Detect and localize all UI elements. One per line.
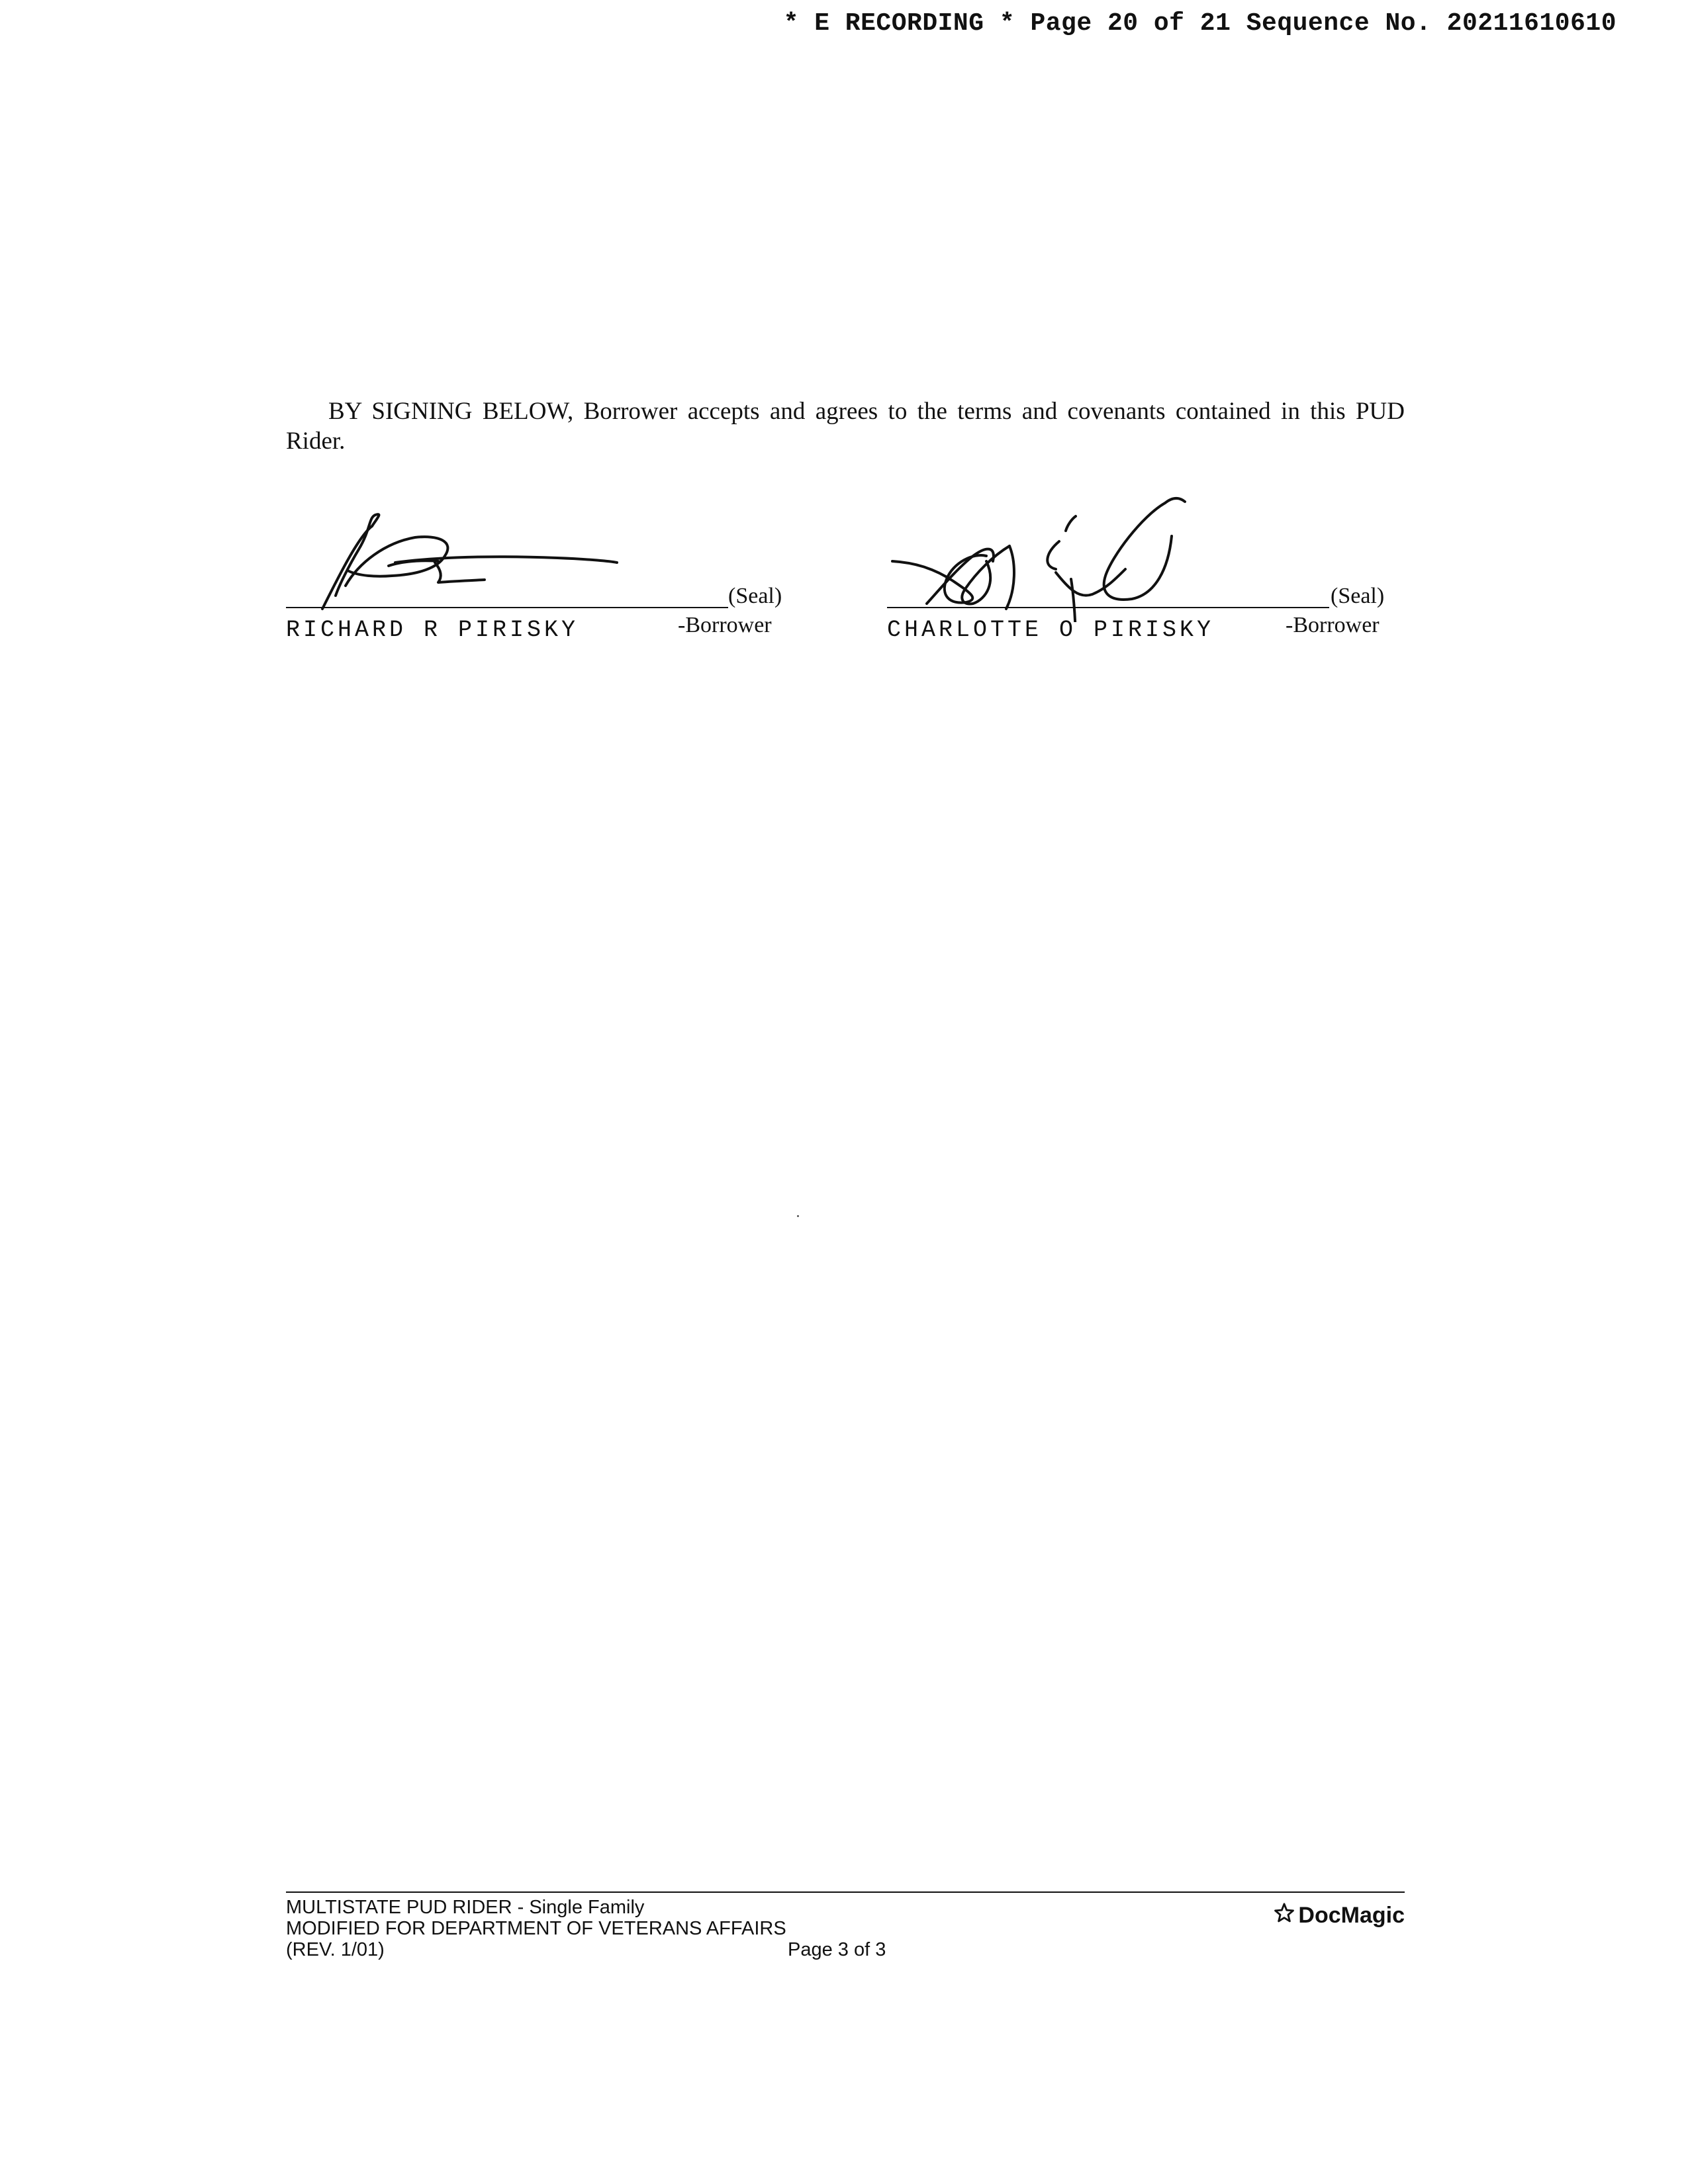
borrower-role-label: -Borrower — [1286, 613, 1380, 637]
handwritten-signature-richard — [286, 463, 789, 622]
page-number: Page 3 of 3 — [788, 1939, 886, 1960]
recording-banner: * E RECORDING * Page 20 of 21 Sequence No. 20211610610 — [783, 9, 1617, 38]
star-outline-icon — [1273, 1902, 1295, 1928]
form-footer — [286, 1891, 1405, 1960]
borrower-name: RICHARD R PIRISKY — [286, 617, 579, 643]
borrower-role-label: -Borrower — [678, 613, 772, 637]
form-title-line: MULTISTATE PUD RIDER - Single Family — [286, 1897, 645, 1918]
form-revision-line: (REV. 1/01) — [286, 1939, 385, 1960]
signature-block-charlotte — [887, 463, 1391, 649]
docmagic-logo — [1273, 1902, 1405, 1928]
signature-block-richard — [286, 463, 789, 649]
brand-name: DocMagic — [1298, 1902, 1405, 1928]
handwritten-signature-charlotte — [887, 463, 1391, 622]
form-subtitle-line: MODIFIED FOR DEPARTMENT OF VETERANS AFFAIRS — [286, 1918, 786, 1939]
scan-speck — [797, 1215, 799, 1217]
seal-label: (Seal) — [1331, 584, 1385, 608]
signature-line — [887, 607, 1329, 608]
acceptance-statement: BY SIGNING BELOW, Borrower accepts and agrees to the terms and covenants contained in this PUD Rider. — [286, 398, 1405, 455]
signature-line — [286, 607, 728, 608]
seal-label: (Seal) — [728, 584, 782, 608]
borrower-name: CHARLOTTE O PIRISKY — [887, 617, 1215, 643]
